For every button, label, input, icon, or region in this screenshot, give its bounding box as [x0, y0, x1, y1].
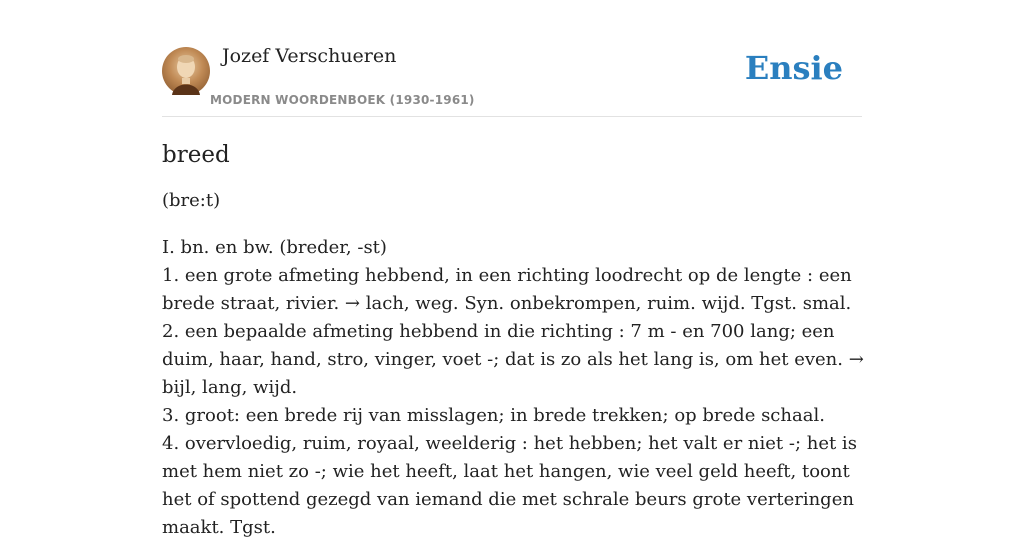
- entry-definitions: [162, 234, 864, 542]
- author-avatar[interactable]: [162, 47, 210, 95]
- source-title[interactable]: MODERN WOORDENBOEK (1930-1961): [210, 93, 475, 107]
- author-name[interactable]: Jozef Verschueren: [222, 45, 397, 67]
- entry-pronunciation: (bre:t): [162, 190, 221, 211]
- definition-line: 4. overvloedig, ruim, royaal, weelderig : het hebben; het valt er niet -; het is met hem niet zo -; wie het heeft, laat het hangen, wie veel geld heeft, toont het of spottend gezegd van iemand die met schrale beurs grote verteringen maakt. Tgst.: [162, 433, 857, 538]
- entry-word: breed: [162, 142, 230, 168]
- header: [162, 40, 862, 117]
- portrait-image: [162, 47, 210, 95]
- definition-line: I. bn. en bw. (breder, -st): [162, 237, 387, 258]
- definition-line: 2. een bepaalde afmeting hebbend in die richting : 7 m - en 700 lang; een duim, haar, hand, stro, vinger, voet -; dat is zo als het lang is, om het even. → bijl, lang, wijd.: [162, 321, 864, 398]
- dictionary-entry: [162, 136, 864, 542]
- definition-line: 1. een grote afmeting hebbend, in een richting loodrecht op de lengte : een brede straat, rivier. → lach, weg. Syn. onbekrompen, ruim. wijd. Tgst. smal.: [162, 265, 852, 314]
- definition-line: 3. groot: een brede rij van misslagen; in brede trekken; op brede schaal.: [162, 405, 825, 426]
- ensie-logo[interactable]: Ensie: [744, 49, 843, 87]
